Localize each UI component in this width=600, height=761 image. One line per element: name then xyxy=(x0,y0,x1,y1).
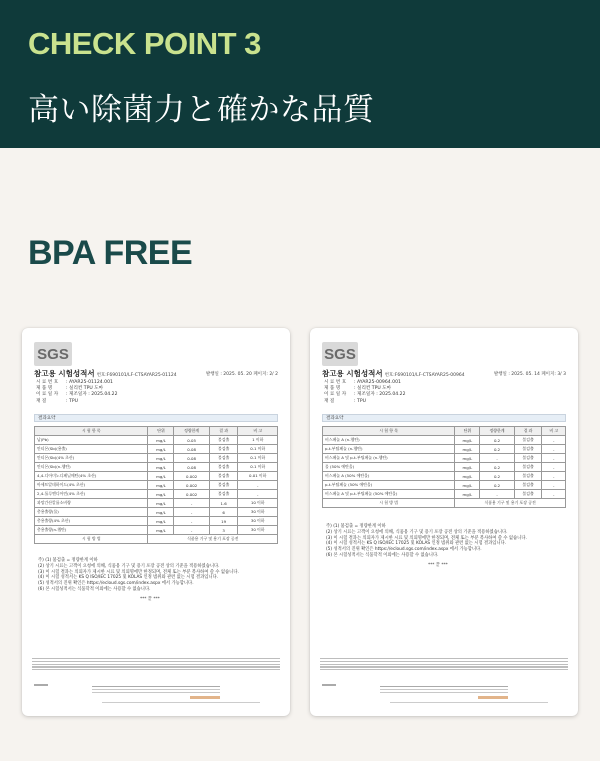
report-title: 참고용 시험성적서 번호:F690101/LF-CTSAYAR25-01124 xyxy=(34,369,177,378)
report-footer xyxy=(92,686,220,696)
table-cell: 불검출 xyxy=(209,490,238,499)
table-cell: 2,4-톨루엔디아민(4% 초산) xyxy=(35,490,148,499)
footer-line xyxy=(390,702,548,703)
table-row xyxy=(35,490,278,499)
table-row xyxy=(35,454,278,463)
note-line: (6) 본 시험성적서는 식품학적 이외에는 사용할 수 없습니다. xyxy=(38,586,151,592)
method-row xyxy=(35,535,278,544)
table-cell: - xyxy=(174,499,209,508)
table-cell: 불검출 xyxy=(209,454,238,463)
table-cell: 1.6 xyxy=(209,499,238,508)
table-cell: 0.08 xyxy=(174,454,209,463)
table-cell: - xyxy=(542,454,566,463)
meta-row: 제 품 명 : 실리컨 TPU 도마 xyxy=(36,386,104,392)
table-cell: 30 이하 xyxy=(238,526,278,535)
table-cell: mg/L xyxy=(455,481,480,490)
checkpoint-label: CHECK POINT 3 xyxy=(28,26,261,61)
table-cell: 비스페놀 A 및 p-t-부틸페놀 (50% 에탄올) xyxy=(323,490,455,499)
note-line: (4) 이 시험 성적서는 KS Q ISO/IEC 17025 및 KOLAS 인정 범위와 관련 없는 시험 결과입니다. xyxy=(38,575,219,581)
table-cell: 0.002 xyxy=(174,481,209,490)
table-cell: - xyxy=(480,454,514,463)
note-line: (5) 성적서의 진위 확인은 https://ecloud.sgs.com/index.aspx 에서 가능합니다. xyxy=(38,581,194,587)
table-cell: 0.2 xyxy=(480,445,514,454)
disclaimer-text xyxy=(320,658,568,676)
meta-row: 재 질 : TPU xyxy=(324,398,366,404)
table-cell: 0.05 xyxy=(174,436,209,445)
table-cell: 안티몬(Sb)(4% 초산) xyxy=(35,454,148,463)
table-cell: - xyxy=(174,508,209,517)
table-cell: 불검출 xyxy=(209,481,238,490)
method-label: 시 험 방 법 xyxy=(323,499,455,508)
method-label: 시 험 방 법 xyxy=(35,535,148,544)
note-line: (5) 성적서의 진위 확인은 https://ecloud.sgs.com/index.aspx 에서 가능합니다. xyxy=(326,547,482,553)
table-cell: 안티몬(Sb)(n-헵탄) xyxy=(35,463,148,472)
table-cell: mg/L xyxy=(148,454,174,463)
table-cell: - xyxy=(174,526,209,535)
table-cell: 0.2 xyxy=(480,436,514,445)
table-cell: mg/L xyxy=(148,472,174,481)
table-cell: 0.002 xyxy=(174,490,209,499)
table-cell: mg/L xyxy=(455,454,480,463)
table-cell: 불검출 xyxy=(514,472,542,481)
method-row xyxy=(323,499,566,508)
table-cell: - xyxy=(542,436,566,445)
column-header: 정량한계 xyxy=(480,427,514,436)
results-section-label: 결과요약 xyxy=(322,414,566,422)
results-table xyxy=(322,426,566,508)
table-cell: mg/L xyxy=(148,526,174,535)
note-line: (4) 이 시험 성적서는 KS Q ISO/IEC 17025 및 KOLAS 인정 범위와 관련 없는 시험 결과입니다. xyxy=(326,541,507,547)
table-cell: p-t-부틸페놀 (50% 에탄올) xyxy=(323,481,455,490)
report-title: 참고용 시험성적서 번호:F690101/LF-CTSAYAR25-00964 xyxy=(322,369,465,378)
report-footer xyxy=(380,686,508,696)
table-cell: mg/L xyxy=(148,517,174,526)
results-table xyxy=(34,426,278,544)
table-cell: mg/L xyxy=(455,463,480,472)
table-cell: mg/L xyxy=(148,490,174,499)
table-cell: 비스페놀 A (n-헵탄) xyxy=(323,436,455,445)
table-cell: 불검출 xyxy=(209,463,238,472)
table-cell: - xyxy=(542,481,566,490)
table-cell: 안티몬(Sb)(용출) xyxy=(35,445,148,454)
column-header: 정량한계 xyxy=(174,427,209,436)
table-row xyxy=(323,463,566,472)
column-header: 결 과 xyxy=(209,427,238,436)
table-cell: 총용출량(n-헵탄) xyxy=(35,526,148,535)
table-cell: 불검출 xyxy=(514,445,542,454)
table-cell: - xyxy=(542,445,566,454)
table-header-row xyxy=(35,427,278,436)
column-header: 시 험 항 목 xyxy=(323,427,455,436)
table-cell: - xyxy=(174,517,209,526)
table-cell: 4,4-디아미노디페닐메탄(4% 초산) xyxy=(35,472,148,481)
meta-row: 이 료 일 자 : 제조일자 : 2025.04.22 xyxy=(324,392,406,398)
table-cell: 0.002 xyxy=(174,472,209,481)
table-cell: - xyxy=(238,490,278,499)
page-ref xyxy=(34,684,48,686)
table-cell: 총용출량(물) xyxy=(35,508,148,517)
table-cell: 불검출 xyxy=(209,445,238,454)
report-issue-date: 발행일 : 2025. 05. 14 페이지: 3/ 3 xyxy=(493,372,566,377)
page-ref xyxy=(322,684,336,686)
disclaimer-text xyxy=(32,658,280,676)
table-cell: - xyxy=(542,472,566,481)
table-cell: 총용출량(4% 초산) xyxy=(35,517,148,526)
table-cell: mg/L xyxy=(148,508,174,517)
table-row xyxy=(35,472,278,481)
table-cell: mg/L xyxy=(148,481,174,490)
table-cell: 1 이하 xyxy=(238,436,278,445)
report-meta xyxy=(324,380,406,405)
table-row xyxy=(35,436,278,445)
method-value: 식품용 기구 및 용기 포장 공전 xyxy=(455,499,566,508)
table-header-row xyxy=(323,427,566,436)
table-cell: 30 이하 xyxy=(238,508,278,517)
note-line: 주) (1) 불검출 = 정량한계 이하 xyxy=(38,558,98,563)
meta-row: 이 료 일 자 : 제조일자 : 2025.04.22 xyxy=(36,392,118,398)
note-line: (6) 본 시험성적서는 식품학적 이외에는 사용할 수 없습니다. xyxy=(326,552,439,558)
table-cell: 납(Pb) xyxy=(35,436,148,445)
table-cell: 0.08 xyxy=(174,463,209,472)
column-header: 단위 xyxy=(148,427,174,436)
table-cell: 과망간산칼륨소비량 xyxy=(35,499,148,508)
table-cell: 3 xyxy=(209,526,238,535)
table-cell: - xyxy=(480,490,514,499)
table-row xyxy=(35,463,278,472)
column-header: 단위 xyxy=(455,427,480,436)
table-cell: 6 xyxy=(209,508,238,517)
sgs-logo: SGS xyxy=(34,342,72,366)
table-row xyxy=(323,472,566,481)
note-line: (3) 이 시험 결과는 의뢰자가 제시한 시료 및 의뢰명에만 한정되며, 전체 또는 부분 복사하여 쓸 수 없습니다. xyxy=(326,535,527,541)
table-cell: mg/L xyxy=(148,436,174,445)
tagline: 高い除菌力と確かな品質 xyxy=(28,92,375,128)
sgs-logo: SGS xyxy=(322,342,358,366)
table-cell: - xyxy=(542,490,566,499)
table-row xyxy=(35,445,278,454)
table-cell: - xyxy=(542,463,566,472)
table-cell: 0.2 xyxy=(480,463,514,472)
table-cell: 0.1 이하 xyxy=(238,445,278,454)
table-row xyxy=(323,436,566,445)
table-cell: 불검출 xyxy=(514,490,542,499)
table-cell: mg/L xyxy=(455,445,480,454)
table-cell: - xyxy=(238,481,278,490)
table-cell: 불검출 xyxy=(209,472,238,481)
table-row xyxy=(35,499,278,508)
test-report-2 xyxy=(310,328,578,716)
column-header: 결 과 xyxy=(514,427,542,436)
table-cell: mg/L xyxy=(148,499,174,508)
table-cell: 물 (50% 에탄올) xyxy=(323,463,455,472)
meta-row: 재 질 : TPU xyxy=(36,398,78,404)
table-row xyxy=(35,508,278,517)
table-cell: 0.1 이하 xyxy=(238,454,278,463)
meta-row: 시 료 번 호 : AYAR25-01124.001 xyxy=(36,380,113,385)
table-cell: mg/L xyxy=(455,472,480,481)
note-line: 주) (1) 불검출 = 정량한계 이하 xyxy=(326,524,386,529)
table-cell: 10 이하 xyxy=(238,499,278,508)
table-cell: 19 xyxy=(209,517,238,526)
table-row xyxy=(323,445,566,454)
note-line: (3) 이 시험 결과는 의뢰자가 제시한 시료 및 의뢰명에만 한정되며, 전체 또는 부분 복사하여 쓸 수 없습니다. xyxy=(38,569,239,575)
table-row xyxy=(323,454,566,463)
table-cell: 0.08 xyxy=(174,445,209,454)
column-header: 시 험 항 목 xyxy=(35,427,148,436)
note-line: (2) 상기 시료는 고객이 요청에 의해, 식품용 기구 및 용기 포장 공전 상의 기준을 적용하였습니다. xyxy=(38,563,220,569)
table-cell: 불검출 xyxy=(514,481,542,490)
table-cell: p-t-부틸페놀 (n-헵탄) xyxy=(323,445,455,454)
end-mark: *** 끝 *** xyxy=(140,597,160,602)
table-cell: mg/L xyxy=(148,445,174,454)
table-cell: 불검출 xyxy=(514,463,542,472)
column-header: 비 고 xyxy=(238,427,278,436)
table-cell: 비스페놀 A (50% 에탄올) xyxy=(323,472,455,481)
table-row xyxy=(35,481,278,490)
header-banner xyxy=(0,0,600,148)
table-cell: 30 이하 xyxy=(238,517,278,526)
table-cell: 불검출 xyxy=(514,454,542,463)
meta-row: 시 료 번 호 : AYAR25-00964.001 xyxy=(324,380,401,385)
table-cell: mg/L xyxy=(148,463,174,472)
method-value: 식품용 기구 및 용기 포장 공전 xyxy=(148,535,278,544)
table-cell: 불검출 xyxy=(514,436,542,445)
table-row xyxy=(323,481,566,490)
report-issue-date: 발행일 : 2025. 05. 20 페이지: 2/ 2 xyxy=(205,372,278,377)
table-cell: mg/L xyxy=(455,490,480,499)
table-cell: 비스페놀 A 및 p-t-부틸페놀 (n-헵탄) xyxy=(323,454,455,463)
table-cell: mg/L xyxy=(455,436,480,445)
column-header: 비 고 xyxy=(542,427,566,436)
meta-row: 제 품 명 : 실리컨 TPU 도마 xyxy=(324,386,392,392)
results-section-label: 결과요약 xyxy=(34,414,278,422)
report-notes xyxy=(326,524,527,559)
table-row xyxy=(35,517,278,526)
table-cell: 0.1 이하 xyxy=(238,463,278,472)
end-mark: *** 끝 *** xyxy=(428,563,448,568)
table-cell: 0.01 이하 xyxy=(238,472,278,481)
table-cell: 아세트알데하이드(4% 초산) xyxy=(35,481,148,490)
note-line: (2) 상기 시료는 고객이 요청에 의해, 식품용 기구 및 용기 포장 공전 상의 기준을 적용하였습니다. xyxy=(326,529,508,535)
test-report-1 xyxy=(22,328,290,716)
table-row xyxy=(323,490,566,499)
table-cell: 0.2 xyxy=(480,481,514,490)
report-meta xyxy=(36,380,118,405)
table-cell: 불검출 xyxy=(209,436,238,445)
table-cell: 0.2 xyxy=(480,472,514,481)
section-title: BPA FREE xyxy=(28,234,193,272)
footer-line xyxy=(102,702,260,703)
report-notes xyxy=(38,558,239,593)
table-row xyxy=(35,526,278,535)
